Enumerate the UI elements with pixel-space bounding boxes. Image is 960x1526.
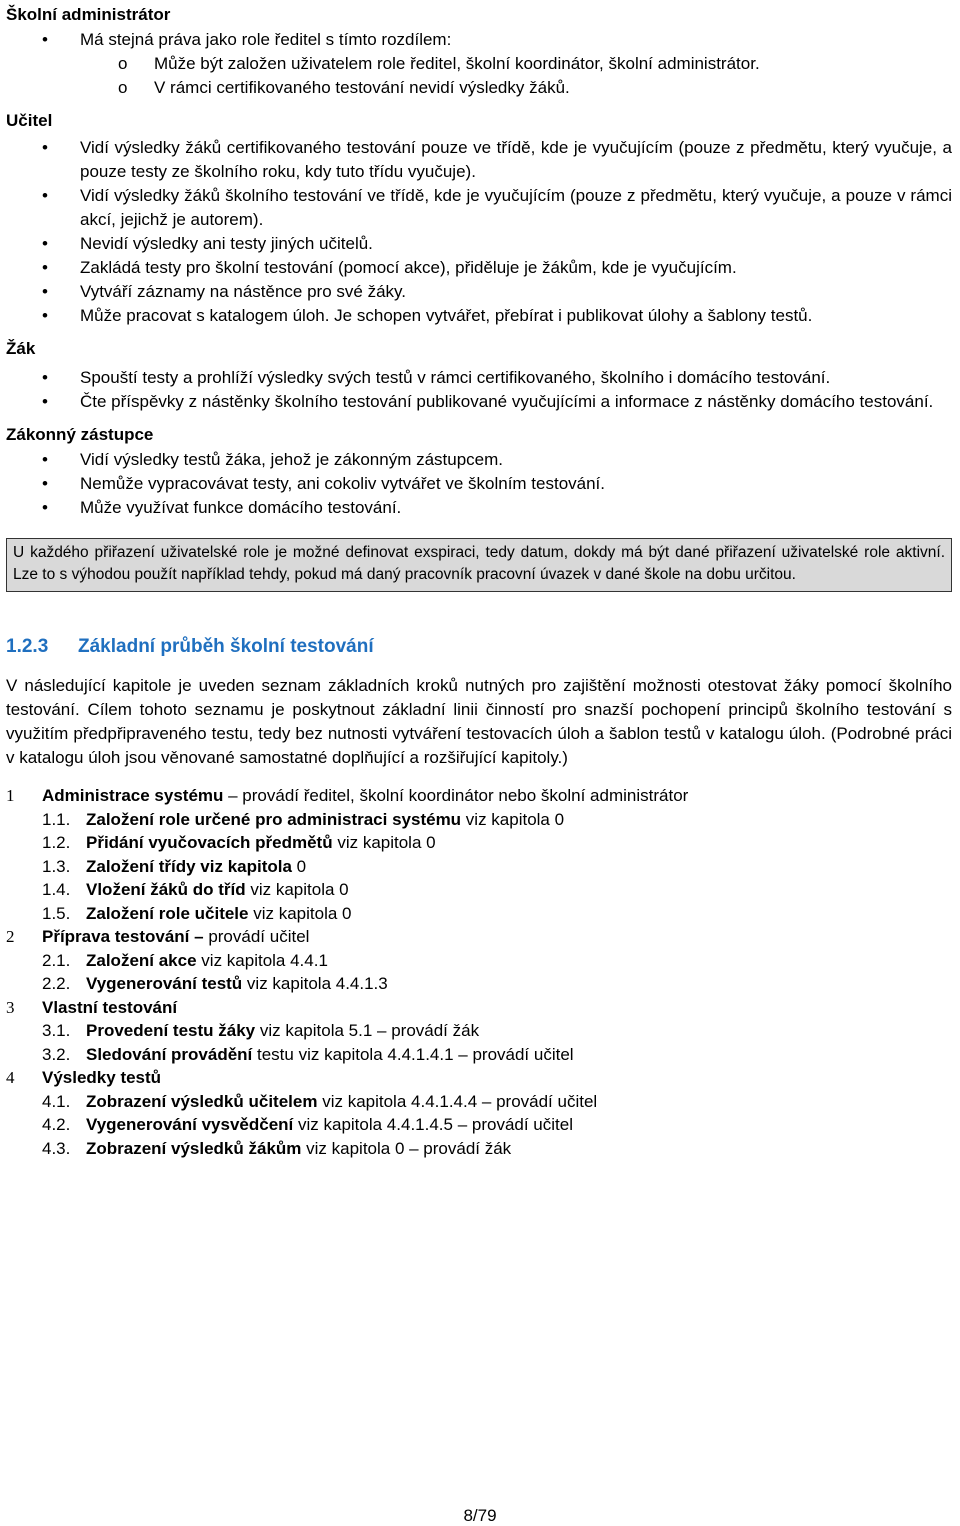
substep-item [6,808,952,832]
list-item: • Může využívat funkce domácího testování. [6,496,952,520]
substep-text: viz kapitola 0 [332,833,436,852]
role-title: Školní administrátor [6,5,171,24]
substep-number: 3.1. [42,1021,71,1040]
section-heading [6,634,952,660]
bullet-list [6,28,952,100]
bullet-list [6,136,952,328]
step-title: Administrace systému [42,786,224,805]
list-item: • Vidí výsledky žáků certifikovaného testování pouze ve třídě, kde je vyučujícím (pouze z předmětu, který vyučuje, a pouze testy ze školního roku, kdy tuto třídu vyučuje). [6,136,952,184]
substep-title: Založení role učitele [86,903,249,923]
step-number: 4 [6,1068,15,1087]
role-title: Zákonný zástupce [6,425,154,444]
substep-number: 2.1. [42,950,71,970]
role-section [6,338,952,414]
section-title: Základní průběh školní testování [78,636,374,657]
step-number: 1 [6,786,15,805]
substep-text: 0 [291,856,307,876]
list-item: • Vidí výsledky testů žáka, jehož je zákonným zástupcem. [6,448,952,472]
list-item: • Vytváří záznamy na nástěnce pro své žáky. [6,280,952,304]
list-item: • Nemůže vypracovávat testy, ani cokoliv vytvářet ve školním testování. [6,472,952,496]
step-item [6,784,952,808]
list-item-text: Má stejná práva jako role ředitel s tímto rozdílem: [80,30,452,49]
role-section [6,110,952,328]
note-box: U každého přiřazení uživatelské role je možné definovat exspiraci, tedy datum, dokdy má být dané přiřazení uživatelské role aktivní. Lze to s výhodou použít například tehdy, pokud má daný pracovník pracovní úvazek v dané škole na dobu určitou. [6,538,952,592]
step-text: provádí učitel [208,927,310,946]
substep-title: Zobrazení výsledků učitelem [86,1091,318,1111]
substep-number: 1.4. [42,880,71,899]
substep-title: Provedení testu žáky [86,1021,256,1040]
step-text: – provádí ředitel, školní koordinátor nebo školní administrátor [223,786,689,805]
steps-list [6,784,952,1160]
substep-item [6,1019,952,1043]
substep-text: viz kapitola 4.4.1.3 [242,974,388,993]
substep-number: 4.1. [42,1091,71,1111]
substep-number: 1.2. [42,833,71,852]
substep-title: Založení třídy viz kapitola [86,856,292,876]
substep-text: viz kapitola 0 [245,880,349,899]
page-number: 8/79 [463,1506,497,1525]
step-title: Výsledky testů [42,1068,162,1087]
substep-title: Přidání vyučovacích předmětů [86,833,333,852]
substep-text: viz kapitola 0 – provádí žák [301,1138,512,1158]
substep-text: viz kapitola 4.4.1 [196,950,328,970]
substep-number: 1.1. [42,809,71,829]
substep-item [6,878,952,902]
substep-item [6,855,952,879]
step-item [6,996,952,1020]
bullet-list [6,366,952,414]
substep-text: testu viz kapitola 4.4.1.4.1 – provádí učitel [252,1044,574,1064]
list-item: • Nevidí výsledky ani testy jiných učitelů. [6,232,952,256]
substep-text: viz kapitola 4.4.1.4.4 – provádí učitel [317,1091,598,1111]
list-item: • Spouští testy a prohlíží výsledky svých testů v rámci certifikovaného, školního i domácího testování. [6,366,952,390]
sub-list-item: o Může být založen uživatelem role ředitel, školní koordinátor, školní administrátor. [6,52,952,76]
substep-text: viz kapitola 0 [461,809,565,829]
substep-text: viz kapitola 4.4.1.4.5 – provádí učitel [293,1115,573,1134]
substep-item [6,1113,952,1137]
step-title: Příprava testování – [42,927,209,946]
list-item: • Zakládá testy pro školní testování (pomocí akce), přiděluje je žákům, kde je vyučujícím. [6,256,952,280]
role-title: Učitel [6,111,53,130]
step-item [6,925,952,949]
list-item: • Může pracovat s katalogem úloh. Je schopen vytvářet, přebírat i publikovat úlohy a šablony testů. [6,304,952,328]
intro-paragraph: V následující kapitole je uveden seznam základních kroků nutných pro zajištění možnosti otestovat žáky pomocí školního testování. Cílem tohoto seznamu je poskytnout základní linii činností pro snazší pochopení principů školního testování s využitím předpřipraveného testu, tedy bez nutnosti vytváření testovacích úloh a šablon testů v katalogu úloh. (Podrobné práci v katalogu úloh jsou věnované samostatné doplňující a rozšiřující kapitoly.) [6,676,952,767]
substep-item [6,831,952,855]
substep-item [6,972,952,996]
substep-title: Zobrazení výsledků žákům [86,1138,302,1158]
substep-item [6,902,952,926]
list-item [6,28,952,100]
step-title: Vlastní testování [42,997,178,1017]
substep-text: viz kapitola 0 [248,903,352,923]
step-item [6,1066,952,1090]
role-section [6,424,952,520]
substep-item [6,1137,952,1161]
substep-number: 2.2. [42,974,71,993]
substep-number: 3.2. [42,1044,71,1064]
sub-list-item: o V rámci certifikovaného testování nevidí výsledky žáků. [6,76,952,100]
substep-item [6,1090,952,1114]
step-number: 2 [6,927,15,946]
role-title: Žák [6,339,36,358]
substep-number: 4.2. [42,1115,71,1134]
role-section [6,4,952,100]
substep-number: 1.3. [42,856,71,876]
list-item: • Vidí výsledky žáků školního testování ve třídě, kde je vyučujícím (pouze z předmětu, který vyučuje, a pouze v rámci akcí, jejichž je autorem). [6,184,952,232]
substep-title: Vložení žáků do tříd [86,880,246,899]
substep-item [6,1043,952,1067]
sub-list [6,52,952,100]
step-number: 3 [6,997,15,1017]
substep-number: 1.5. [42,903,71,923]
substep-item [6,949,952,973]
list-item: • Čte příspěvky z nástěnky školního testování publikované vyučujícími a informace z nástěnky domácího testování. [6,390,952,414]
substep-title: Založení akce [86,950,197,970]
substep-title: Založení role určené pro administraci systému [86,809,462,829]
document-page [6,0,952,1160]
bullet-list [6,448,952,520]
substep-title: Vygenerování testů [86,974,243,993]
substep-text: viz kapitola 5.1 – provádí žák [255,1021,480,1040]
substep-number: 4.3. [42,1138,71,1158]
substep-title: Sledování provádění [86,1044,253,1064]
substep-title: Vygenerování vysvědčení [86,1115,294,1134]
section-number: 1.2.3 [6,636,49,657]
